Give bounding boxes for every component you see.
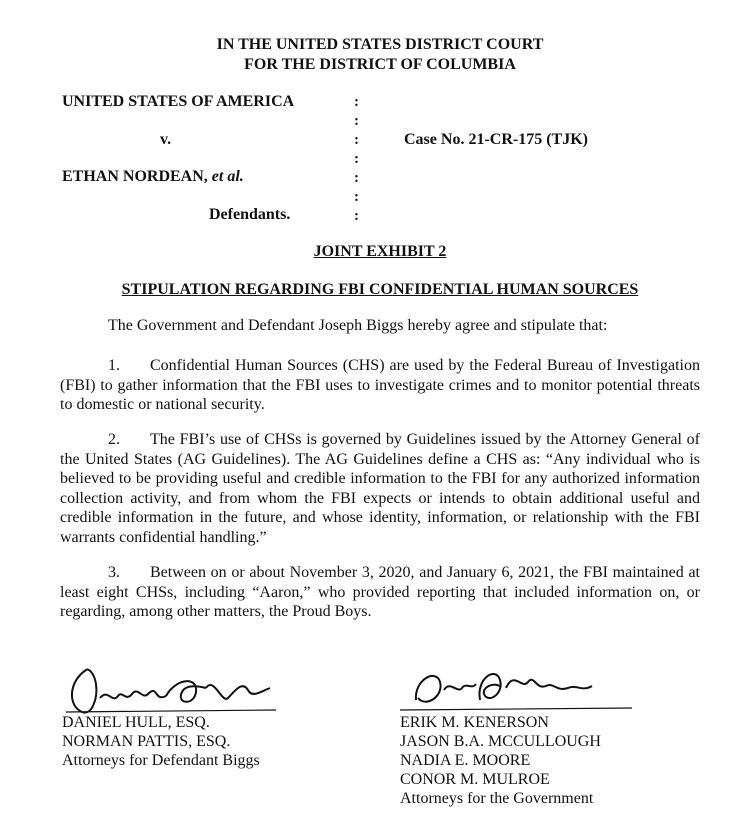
- paragraph-2: [60, 430, 700, 547]
- paragraph-number: 2.: [108, 431, 120, 448]
- government-attorney-name: ERIK M. KENERSON: [400, 714, 549, 731]
- paragraph-text: Confidential Human Sources (CHS) are used by the Federal Bureau of Investigation (FBI) to gather information that the FBI uses to investigate crimes and to monitor potential threats to domestic or national security.: [60, 357, 700, 413]
- paragraph-3: [60, 563, 700, 622]
- exhibit-title: JOINT EXHIBIT 2: [313, 243, 447, 260]
- court-name-line2: FOR THE DISTRICT OF COLUMBIA: [244, 56, 516, 73]
- intro-text: The Government and Defendant Joseph Biggs hereby agree and stipulate that:: [108, 317, 608, 334]
- defense-attorney-role: Attorneys for Defendant Biggs: [62, 752, 260, 769]
- defendant-name: [62, 168, 244, 186]
- government-signature-graphic: [396, 660, 636, 716]
- versus-label: v.: [160, 131, 172, 148]
- government-attorney-name: JASON B.A. MCCULLOUGH: [400, 733, 601, 750]
- defendant-name-text: ETHAN NORDEAN,: [62, 168, 208, 185]
- caption-colon: :: [354, 94, 359, 110]
- paragraph-text: The FBI’s use of CHSs is governed by Guidelines issued by the Attorney General of the United States (AG Guidelines). The AG Guidelines define a CHS as: “Any individual who is believed to be providing useful and credible information to the FBI for any authorized information collection activity, and from whom the FBI expects or intends to obtain additional useful and credible information in the future, and whose identity, information, or relationship with the FBI warrants confidential handling.”: [60, 431, 700, 546]
- defendant-etal: et al.: [211, 168, 244, 185]
- paragraph-1: [60, 356, 700, 415]
- caption-colon: :: [354, 113, 359, 129]
- paragraph-number: 3.: [108, 564, 120, 581]
- stipulation-title: STIPULATION REGARDING FBI CONFIDENTIAL HUMAN SOURCES: [121, 281, 639, 298]
- caption-colon: :: [354, 189, 359, 205]
- case-number: Case No. 21-CR-175 (TJK): [404, 131, 588, 148]
- defense-signature-graphic: [58, 658, 288, 720]
- caption-colon: :: [354, 208, 359, 224]
- paragraph-text: Between on or about November 3, 2020, and January 6, 2021, the FBI maintained at least eight CHSs, including “Aaron,” who provided reporting that included information on, or regarding, among other matters, the Proud Boys.: [60, 564, 700, 620]
- caption-colon: :: [354, 151, 359, 167]
- caption-colon: :: [354, 170, 359, 186]
- government-attorney-name: CONOR M. MULROE: [400, 771, 550, 788]
- defense-attorney-name: DANIEL HULL, ESQ.: [62, 714, 210, 731]
- plaintiff-name: UNITED STATES OF AMERICA: [62, 93, 295, 110]
- court-name-line1: IN THE UNITED STATES DISTRICT COURT: [216, 36, 544, 53]
- caption-colon: :: [354, 132, 359, 148]
- government-attorney-name: NADIA E. MOORE: [400, 752, 531, 769]
- paragraph-number: 1.: [108, 357, 120, 374]
- defense-attorney-name: NORMAN PATTIS, ESQ.: [62, 733, 231, 750]
- defendants-label: Defendants.: [209, 206, 291, 223]
- government-attorney-role: Attorneys for the Government: [400, 790, 594, 807]
